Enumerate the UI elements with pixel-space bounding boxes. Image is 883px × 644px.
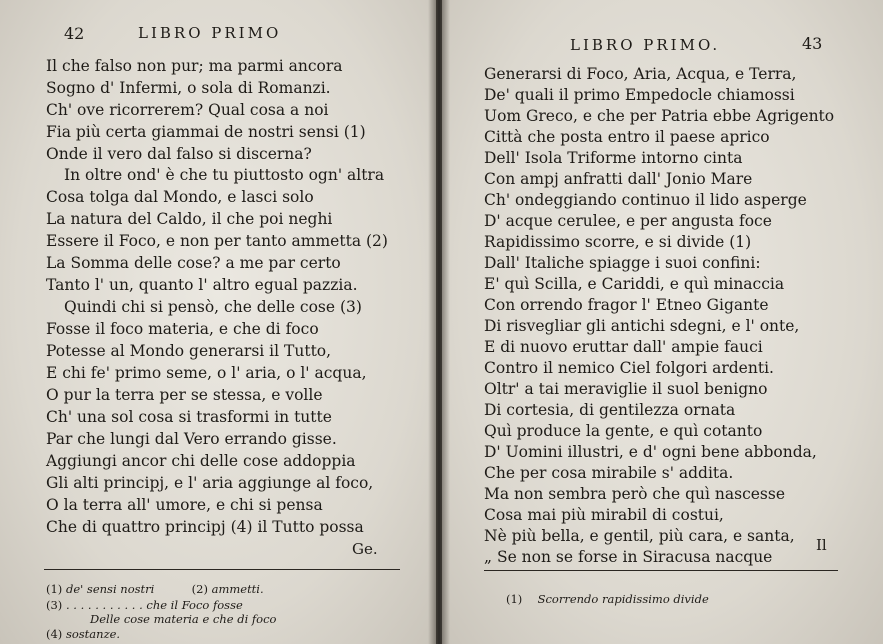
footnote-number: (2) — [191, 582, 208, 596]
footnote-number: (4) — [46, 627, 63, 641]
text-line: Ch' ondeggiando continuo il lido asperge — [484, 191, 807, 209]
page-number: 42 — [64, 24, 85, 43]
text-line: La Somma delle cose? a me par certo — [46, 254, 341, 272]
footnote — [46, 627, 120, 641]
footnote-text: sostanze. — [65, 627, 121, 641]
text-line: Gli alti principj, e l' aria aggiunge al foco, — [46, 474, 374, 492]
text-line: E' quì Scilla, e Cariddi, e quì minaccia — [484, 275, 785, 293]
text-line: Quì produce la gente, e quì cotanto — [484, 422, 763, 440]
footnote-rule — [484, 570, 838, 571]
text-line: O la terra all' umore, e chi si pensa — [46, 496, 323, 514]
running-head: LIBRO PRIMO — [138, 24, 282, 42]
text-line: Oltr' a tai meraviglie il suol benigno — [484, 380, 768, 398]
text-line: Che per cosa mirabile s' addita. — [484, 464, 734, 482]
text-line: Ma non sembra però che quì nascesse — [484, 485, 786, 503]
text-line: In oltre ond' è che tu piuttosto ogn' altra — [64, 166, 385, 184]
right-page — [442, 0, 883, 644]
text-line: Uom Greco, e che per Patria ebbe Agrigento — [484, 107, 835, 125]
text-line: Dall' Italiche spiagge i suoi confini: — [484, 254, 761, 272]
text-line: O pur la terra per se stessa, e volle — [46, 386, 323, 404]
text-line: Essere il Foco, e non per tanto ammetta (2) — [46, 232, 388, 250]
text-line: Con orrendo fragor l' Etneo Gigante — [484, 296, 769, 314]
text-line: Di risvegliar gli antichi sdegni, e l' onte, — [484, 317, 800, 335]
footnote-number: (1) — [506, 592, 523, 606]
footnote-text: Delle cose materia e che di foco — [90, 612, 277, 626]
left-page — [0, 0, 436, 644]
catchword: Ge. — [352, 540, 378, 558]
text-line: Contro il nemico Ciel folgori ardenti. — [484, 359, 774, 377]
footnote — [90, 612, 276, 626]
text-line: Onde il vero dal falso si discerna? — [46, 145, 312, 163]
footnote-text: ammetti. — [211, 582, 264, 596]
running-head: LIBRO PRIMO. — [570, 36, 721, 54]
text-line: Il che falso non pur; ma parmi ancora — [46, 57, 343, 75]
footnote-text: de' sensi nostri — [65, 582, 155, 596]
footnote — [46, 582, 264, 596]
footnote-text: Scorrendo rapidissimo divide — [537, 592, 709, 606]
text-line: Dell' Isola Triforme intorno cinta — [484, 149, 743, 167]
text-line: Nè più bella, e gentil, più cara, e santa, — [484, 527, 795, 545]
footnote — [506, 592, 709, 606]
text-line: E di nuovo eruttar dall' ampie fauci — [484, 338, 763, 356]
text-line: Potesse al Mondo generarsi il Tutto, — [46, 342, 332, 360]
footnote-rule — [44, 569, 400, 570]
text-line: D' Uomini illustri, e d' ogni bene abbonda, — [484, 443, 817, 461]
text-line: De' quali il primo Empedocle chiamossi — [484, 86, 795, 104]
text-line: Cosa mai più mirabil di costui, — [484, 506, 724, 524]
text-line: „ Se non se forse in Siracusa nacque — [484, 548, 773, 566]
text-line: Rapidissimo scorre, e si divide (1) — [484, 233, 752, 251]
footnote-number: (1) — [46, 582, 63, 596]
text-line: Fia più certa giammai de nostri sensi (1) — [46, 123, 366, 141]
text-line: Quindi chi si pensò, che delle cose (3) — [64, 298, 362, 316]
book-gutter — [428, 0, 450, 644]
text-line: Ch' ove ricorrerem? Qual cosa a noi — [46, 101, 329, 119]
page-number: 43 — [802, 34, 823, 53]
footnote-number: (3) — [46, 598, 63, 612]
text-line: Cosa tolga dal Mondo, e lasci solo — [46, 188, 314, 206]
text-line: Generarsi di Foco, Aria, Acqua, e Terra, — [484, 65, 797, 83]
text-line: Par che lungi dal Vero errando gisse. — [46, 430, 337, 448]
text-line: Città che posta entro il paese aprico — [484, 128, 770, 146]
text-line: E chi fe' primo seme, o l' aria, o l' acqua, — [46, 364, 367, 382]
text-line: Tanto l' un, quanto l' altro egual pazzia. — [46, 276, 358, 294]
footnote-text: . . . . . . . . . . . che il Foco fosse — [65, 598, 243, 612]
text-line: Ch' una sol cosa si trasformi in tutte — [46, 408, 332, 426]
text-line: Aggiungi ancor chi delle cose addoppia — [46, 452, 356, 470]
catchword: Il — [816, 536, 827, 554]
text-line: Che di quattro principj (4) il Tutto possa — [46, 518, 364, 536]
text-line: Fosse il foco materia, e che di foco — [46, 320, 319, 338]
text-line: Sogno d' Infermi, o sola di Romanzi. — [46, 79, 331, 97]
text-line: La natura del Caldo, il che poi neghi — [46, 210, 333, 228]
text-line: Di cortesia, di gentilezza ornata — [484, 401, 736, 419]
footnote — [46, 598, 243, 612]
text-line: D' acque cerulee, e per angusta foce — [484, 212, 772, 230]
text-line: Con ampj anfratti dall' Jonio Mare — [484, 170, 753, 188]
